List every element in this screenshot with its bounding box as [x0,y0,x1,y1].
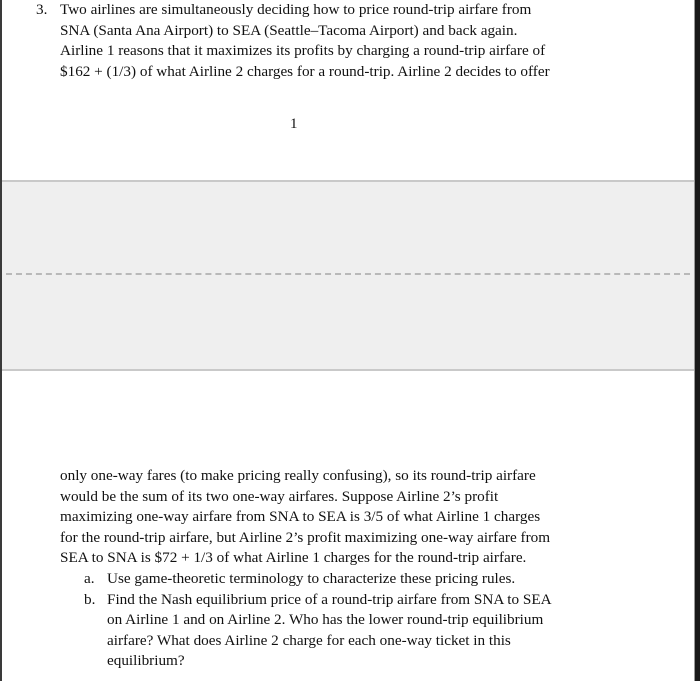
part-a-line-1: Use game-theoretic terminology to characterize these pricing rules. [107,569,516,587]
part-b-line-2: on Airline 1 and on Airline 2. Who has the lower round-trip equilibrium [107,611,544,629]
intro-line-4: $162 + (1/3) of what Airline 2 charges for a round-trip. Airline 2 decides to offer [60,62,550,80]
window-edge [695,0,700,681]
continuation-line-3: maximizing one-way airfare from SNA to SEA is 3/5 of what Airline 1 charges [60,508,541,526]
intro-line-3: Airline 1 reasons that it maximizes its profits by charging a round-trip airfare of [60,42,546,60]
page-number: 1 [290,116,298,132]
page-break-line [6,273,690,275]
part-b-line-3: airfare? What does Airline 2 charge for each one-way ticket in this [107,631,511,649]
part-b-letter: b. [84,590,96,608]
continuation-line-2: would be the sum of its two one-way airfares. Suppose Airline 2’s profit [60,487,499,505]
page-separator [2,180,694,371]
part-b-line-1: Find the Nash equilibrium price of a round-trip airfare from SNA to SEA [107,590,552,608]
question-intro [36,0,596,82]
part-b-line-4: equilibrium? [107,652,185,670]
question-number: 3. [36,1,48,18]
continuation-line-5: SEA to SNA is $72 + 1/3 of what Airline 1 charges for the round-trip airfare. [60,549,527,567]
continuation-line-4: for the round-trip airfare, but Airline 2’s profit maximizing one-way airfare from [60,528,551,546]
continuation-line-1: only one-way fares (to make pricing really confusing), so its round-trip airfare [60,467,536,484]
intro-line-2: SNA (Santa Ana Airport) to SEA (Seattle–Tacoma Airport) and back again. [60,21,518,39]
intro-line-1: Two airlines are simultaneously deciding how to price round-trip airfare from [60,1,532,18]
part-a [84,569,600,590]
question-continuation [60,466,600,672]
part-b [84,590,600,672]
part-a-letter: a. [84,569,95,587]
